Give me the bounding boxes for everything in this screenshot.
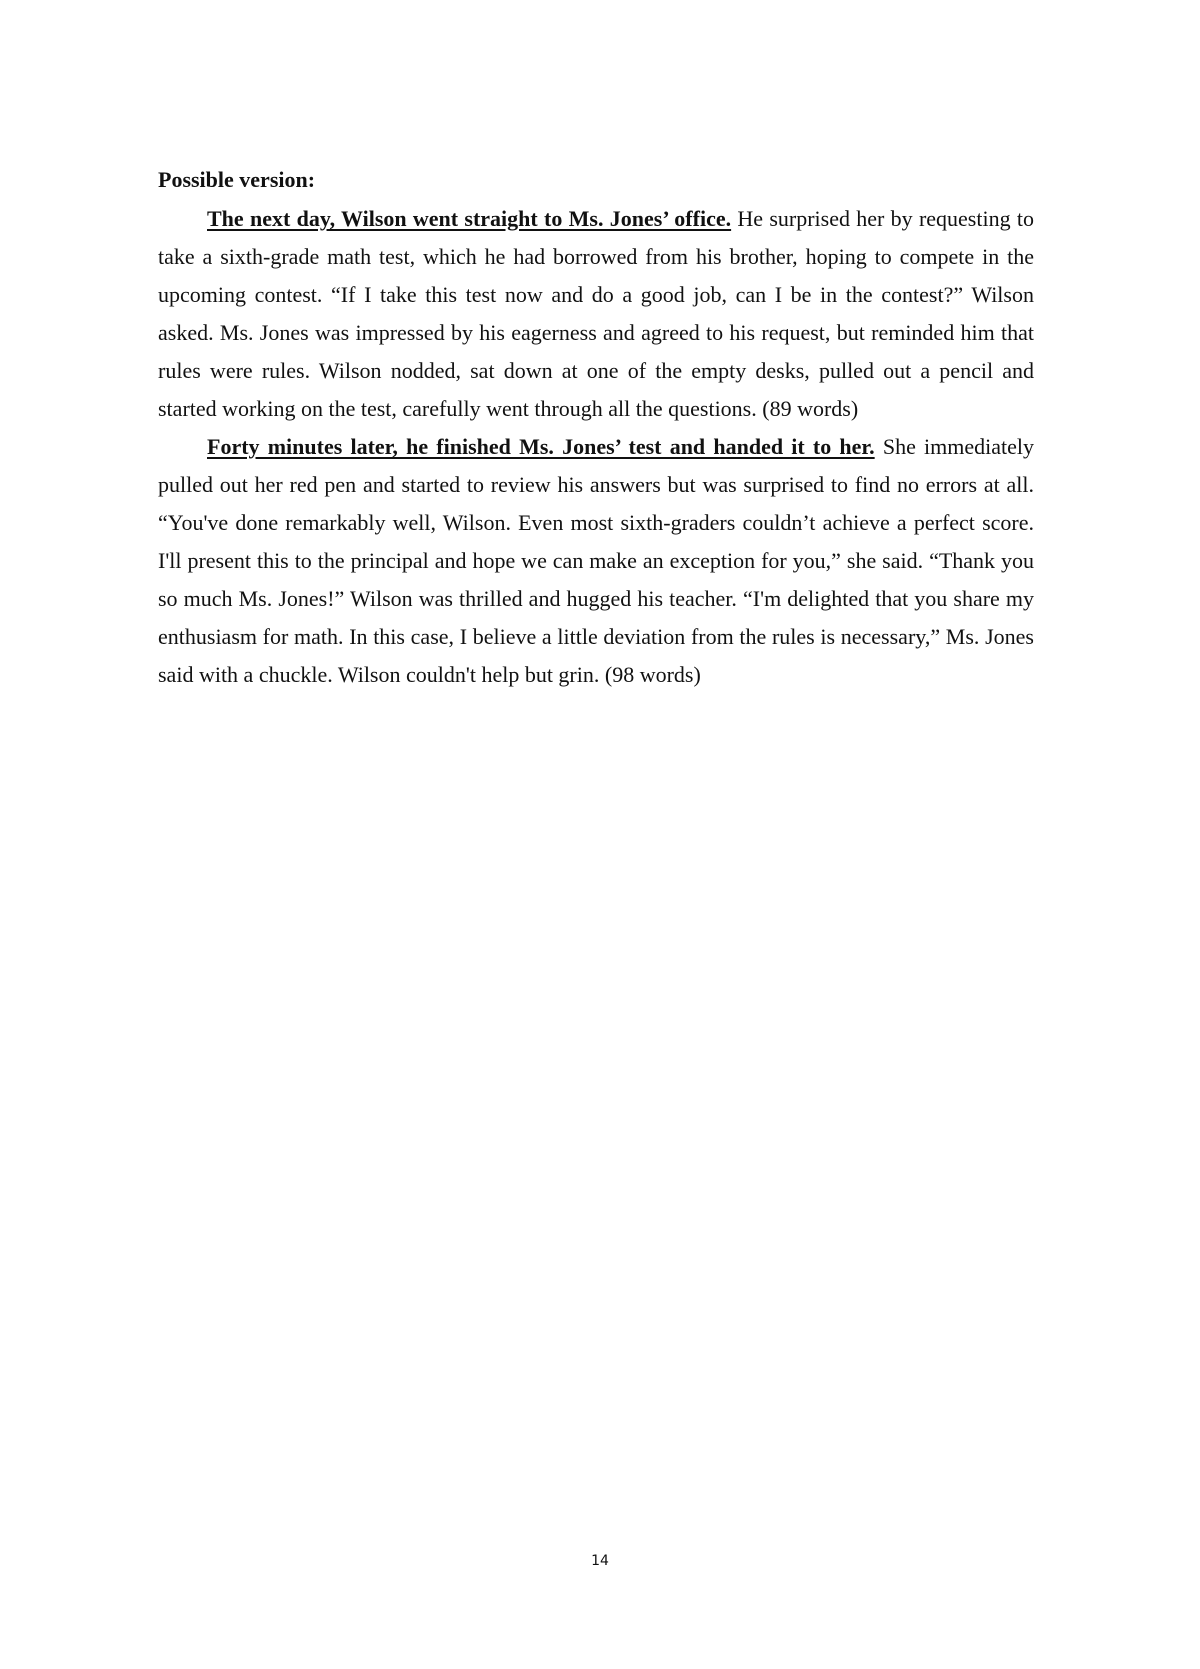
document-body	[158, 160, 1034, 694]
paragraph-2	[158, 428, 1034, 694]
section-heading: Possible version:	[158, 167, 316, 192]
page-number: 14	[591, 1553, 609, 1569]
paragraph-1-body: He surprised her by requesting to take a sixth-grade math test, which he had borrowed from his brother, hoping to compete in the upcoming contest. “If I take this test now and do a good job, can I be in the contest?” Wilson asked. Ms. Jones was impressed by his eagerness and agreed to his request, but reminded him that rules were rules. Wilson nodded, sat down at one of the empty desks, pulled out a pencil and started working on the test, carefully went through all the questions. (89 words)	[158, 206, 1034, 421]
paragraph-1	[158, 200, 1034, 428]
paragraph-1-lead-sentence: The next day, Wilson went straight to Ms. Jones’ office.	[207, 206, 732, 231]
paragraph-2-lead-sentence: Forty minutes later, he finished Ms. Jones’ test and handed it to her.	[207, 434, 875, 459]
paragraph-2-body: She immediately pulled out her red pen and started to review his answers but was surprised to find no errors at all. “You've done remarkably well, Wilson. Even most sixth-graders couldn’t achieve a perfect score. I'll present this to the principal and hope we can make an exception for you,” she said. “Thank you so much Ms. Jones!” Wilson was thrilled and hugged his teacher. “I'm delighted that you share my enthusiasm for math. In this case, I believe a little deviation from the rules is necessary,” Ms. Jones said with a chuckle. Wilson couldn't help but grin. (98 words)	[158, 434, 1035, 687]
